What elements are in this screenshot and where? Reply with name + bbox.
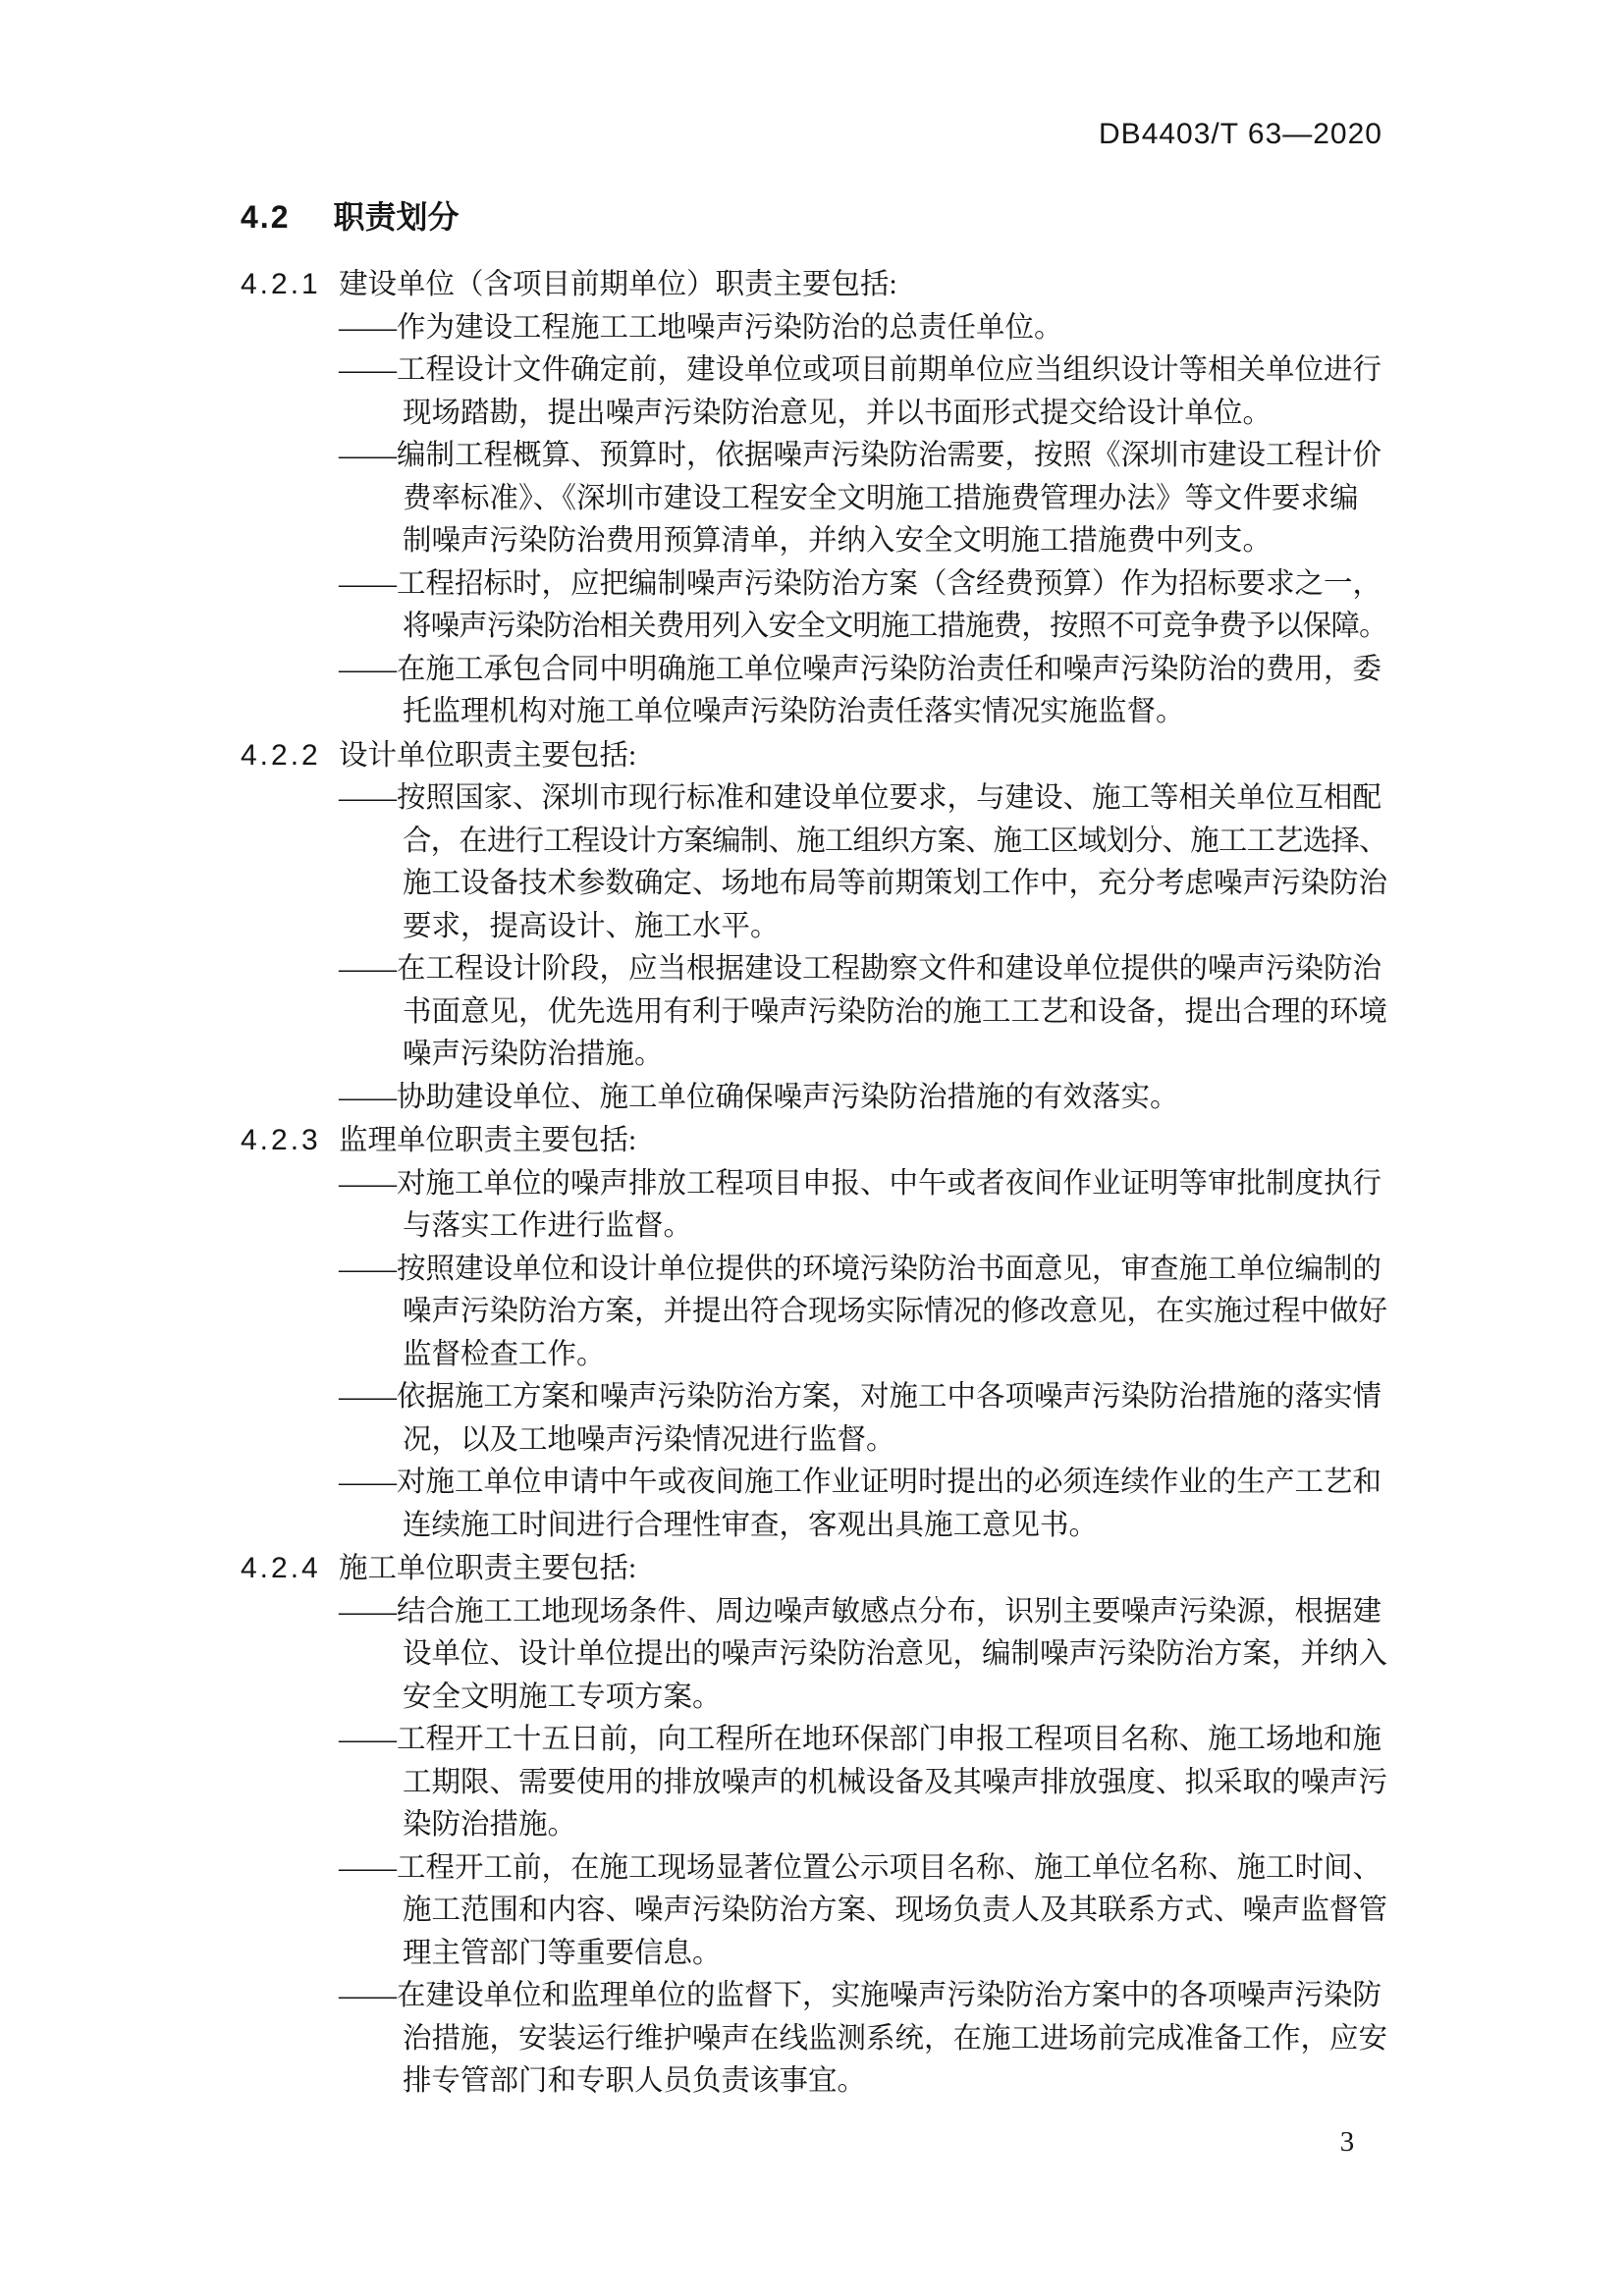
clause-item-line: ——按照建设单位和设计单位提供的环境污染防治书面意见，审查施工单位编制的 [339, 1253, 1382, 1285]
clause-item-line: 工期限、需要使用的排放噪声的机械设备及其噪声排放强度、拟采取的噪声污 [403, 1766, 1388, 1798]
clause-item-line: ——在施工承包合同中明确施工单位噪声污染防治责任和噪声污染防治的费用，委 [339, 653, 1382, 685]
clause-number: 4.2.2 [241, 738, 321, 772]
clause-item [339, 349, 1387, 435]
clause-item-line: 治措施，安装运行维护噪声在线监测系统，在施工进场前完成准备工作，应安 [403, 2022, 1388, 2055]
clause-item-line: 要求，提高设计、施工水平。 [403, 910, 780, 942]
clause-item-line: 排专管部门和专职人员负责该事宜。 [403, 2065, 867, 2097]
clause-heading [241, 1119, 1399, 1163]
clause-item-line: ——工程开工前，在施工现场显著位置公示项目名称、施工单位名称、施工时间、 [339, 1851, 1382, 1884]
clause-item-line: ——按照国家、深圳市现行标准和建设单位要求，与建设、施工等相关单位互相配 [339, 782, 1382, 814]
clause-item [339, 307, 1387, 350]
document-body [241, 196, 1399, 2104]
clause-item [339, 435, 1387, 563]
clause-item-line: ——对施工单位申请中午或夜间施工作业证明时提出的必须连续作业的生产工艺和 [339, 1467, 1382, 1498]
clause-item-line: ——结合施工工地现场条件、周边噪声敏感点分布，识别主要噪声污染源，根据建 [339, 1595, 1382, 1628]
section-title: 职责划分 [333, 199, 460, 235]
clause-item [339, 1719, 1387, 1847]
clause-item-line: 安全文明施工专项方案。 [403, 1681, 722, 1713]
clause-heading [241, 263, 1399, 307]
clause-item-line: 现场踏勘，提出噪声污染防治意见，并以书面形式提交给设计单位。 [403, 397, 1272, 429]
clause-item-line: ——工程设计文件确定前，建设单位或项目前期单位应当组织设计等相关单位进行 [339, 354, 1382, 386]
clause-item [339, 649, 1387, 734]
clause-item-line: 监督检查工作。 [403, 1338, 606, 1370]
clause-item-line: ——依据施工方案和噪声污染防治方案，对施工中各项噪声污染防治措施的落实情 [339, 1381, 1382, 1413]
clause-list [241, 263, 1399, 2104]
clause-item [339, 777, 1387, 948]
clause-item-list [339, 1591, 1399, 2104]
clause-item-line: 与落实工作进行监督。 [403, 1210, 693, 1242]
clause-item-line: 费率标准》、《深圳市建设工程安全文明施工措施费管理办法》等文件要求编 [403, 482, 1359, 514]
section-heading [241, 196, 1399, 238]
page-number: 3 [1339, 2126, 1355, 2158]
clause-item-list [339, 777, 1399, 1119]
clause-item-line: ——协助建设单位、施工单位确保噪声污染防治措施的有效落实。 [339, 1081, 1179, 1113]
clause-item-line: 施工范围和内容、噪声污染防治方案、现场负责人及其联系方式、噪声监督管 [403, 1895, 1388, 1926]
clause [241, 263, 1399, 734]
clause-item-line: 书面意见，优先选用有利于噪声污染防治的施工工艺和设备，提出合理的环境 [403, 995, 1388, 1028]
clause-item [339, 948, 1387, 1077]
clause-item [339, 1462, 1387, 1547]
clause-item [339, 1591, 1387, 1720]
clause-item-list [339, 1163, 1399, 1548]
clause-item-line: 噪声污染防治方案，并提出符合现场实际情况的修改意见，在实施过程中做好 [403, 1296, 1388, 1327]
clause-item-line: ——作为建设工程施工工地噪声污染防治的总责任单位。 [339, 311, 1063, 344]
clause-item-line: 况，以及工地噪声污染情况进行监督。 [403, 1423, 895, 1456]
clause-item [339, 1975, 1387, 2104]
clause-item-line: ——工程招标时，应把编制噪声污染防治方案（含经费预算）作为招标要求之一， [339, 567, 1382, 600]
clause-item [339, 1249, 1387, 1377]
clause-item [339, 1376, 1387, 1462]
clause-item-line: 施工设备技术参数确定、场地布局等前期策划工作中，充分考虑噪声污染防治 [403, 868, 1388, 899]
clause-item-line: 设单位、设计单位提出的噪声污染防治意见，编制噪声污染防治方案，并纳入 [403, 1638, 1388, 1670]
clause-title: 施工单位职责主要包括: [339, 1553, 637, 1584]
clause-item-line: 制噪声污染防治费用预算清单，并纳入安全文明施工措施费中列支。 [403, 525, 1272, 557]
clause-item-line: ——编制工程概算、预算时，依据噪声污染防治需要，按照《深圳市建设工程计价 [339, 440, 1382, 471]
clause-item-line: 噪声污染防治措施。 [403, 1039, 664, 1070]
clause-heading [241, 1547, 1399, 1591]
clause-item-list [339, 307, 1399, 734]
clause-title: 设计单位职责主要包括: [339, 739, 637, 772]
clause-item-line: ——在建设单位和监理单位的监督下，实施噪声污染防治方案中的各项噪声污染防 [339, 1980, 1382, 2011]
clause-item-line: 托监理机构对施工单位噪声污染防治责任落实情况实施监督。 [403, 696, 1185, 727]
clause [241, 1119, 1399, 1547]
clause-item-line: 染防治措施。 [403, 1809, 577, 1841]
clause-number: 4.2.4 [241, 1552, 321, 1584]
clause-item-line: 合，在进行工程设计方案编制、施工组织方案、施工区域划分、施工工艺选择、 [403, 825, 1387, 857]
standard-code: DB4403/T 63—2020 [1099, 118, 1382, 150]
clause-item [339, 1163, 1387, 1249]
clause [241, 1547, 1399, 2104]
clause [241, 734, 1399, 1120]
clause-title: 监理单位职责主要包括: [339, 1125, 637, 1156]
clause-item-line: 将噪声污染防治相关费用列入安全文明施工措施费，按照不可竞争费予以保障。 [403, 611, 1387, 642]
clause-item [339, 1847, 1387, 1976]
clause-heading [241, 734, 1399, 778]
clause-number: 4.2.1 [241, 268, 321, 300]
clause-item [339, 1077, 1387, 1120]
clause-item-line: ——在工程设计阶段，应当根据建设工程勘察文件和建设单位提供的噪声污染防治 [339, 953, 1382, 985]
section-number: 4.2 [241, 199, 291, 235]
clause-number: 4.2.3 [241, 1124, 321, 1156]
clause-item-line: ——对施工单位的噪声排放工程项目申报、中午或者夜间作业证明等审批制度执行 [339, 1167, 1382, 1200]
clause-item-line: 连续施工时间进行合理性审查，客观出具施工意见书。 [403, 1509, 1099, 1541]
clause-item-line: ——工程开工十五日前，向工程所在地环保部门申报工程项目名称、施工场地和施 [339, 1724, 1382, 1755]
clause-title: 建设单位（含项目前期单位）职责主要包括: [339, 269, 897, 300]
clause-item [339, 563, 1387, 649]
clause-item-line: 理主管部门等重要信息。 [403, 1937, 722, 1969]
